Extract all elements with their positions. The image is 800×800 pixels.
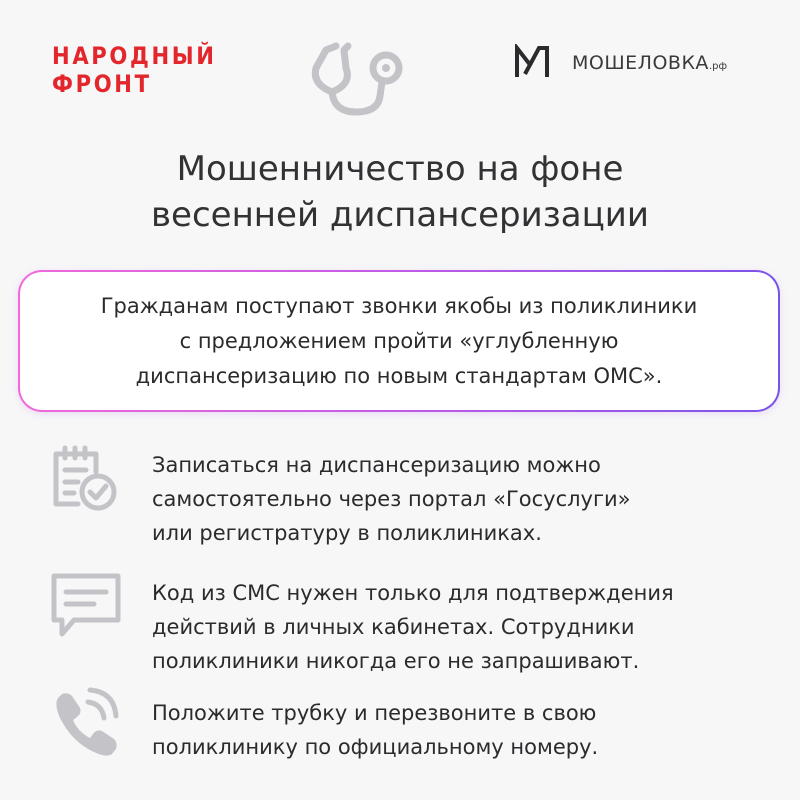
tip-line: Записаться на диспансеризацию можно <box>152 453 601 477</box>
phone-call-icon <box>48 686 124 762</box>
page-title <box>0 146 800 238</box>
logo-suffix: .рф <box>708 61 728 72</box>
logo-main-text: МОШЕЛОВКА <box>572 52 709 74</box>
callout-body <box>20 272 778 410</box>
tip-line: поликлинику по официальному номеру. <box>152 735 599 759</box>
tip-text <box>152 696 598 764</box>
tip-line: действий в личных кабинетах. Сотрудники <box>152 615 635 639</box>
tip-line: поликлиники никогда его не запрашивают. <box>152 649 640 673</box>
tip-line: Код из СМС нужен только для подтверждения <box>152 581 674 605</box>
checklist-icon <box>48 442 124 518</box>
callout-line: диспансеризацию по новым стандартам ОМС». <box>135 363 663 388</box>
callout-line: с предложением пройти «углубленную <box>179 328 619 353</box>
title-line-1: Мошенничество на фоне <box>176 149 624 189</box>
message-icon <box>48 566 124 642</box>
mosholovka-logo-mark <box>514 44 550 80</box>
mosholovka-logo-text <box>572 52 727 74</box>
header <box>0 0 800 130</box>
tip-text <box>152 576 674 678</box>
narodny-front-logo <box>52 42 217 98</box>
tip-line: Положите трубку и перезвоните в свою <box>152 701 597 725</box>
warning-callout <box>18 270 780 412</box>
tip-line: или регистратуру в поликлиниках. <box>152 521 542 545</box>
logo-line-2: ФРОНТ <box>52 70 152 98</box>
tip-line: самостоятельно через портал «Госуслуги» <box>152 487 631 511</box>
title-line-2: весенней диспансеризации <box>151 195 649 235</box>
tip-text <box>152 448 631 550</box>
callout-line: Гражданам поступают звонки якобы из поликлиники <box>100 293 698 318</box>
logo-line-1: НАРОДНЫЙ <box>52 42 217 70</box>
stethoscope-icon <box>306 38 410 118</box>
